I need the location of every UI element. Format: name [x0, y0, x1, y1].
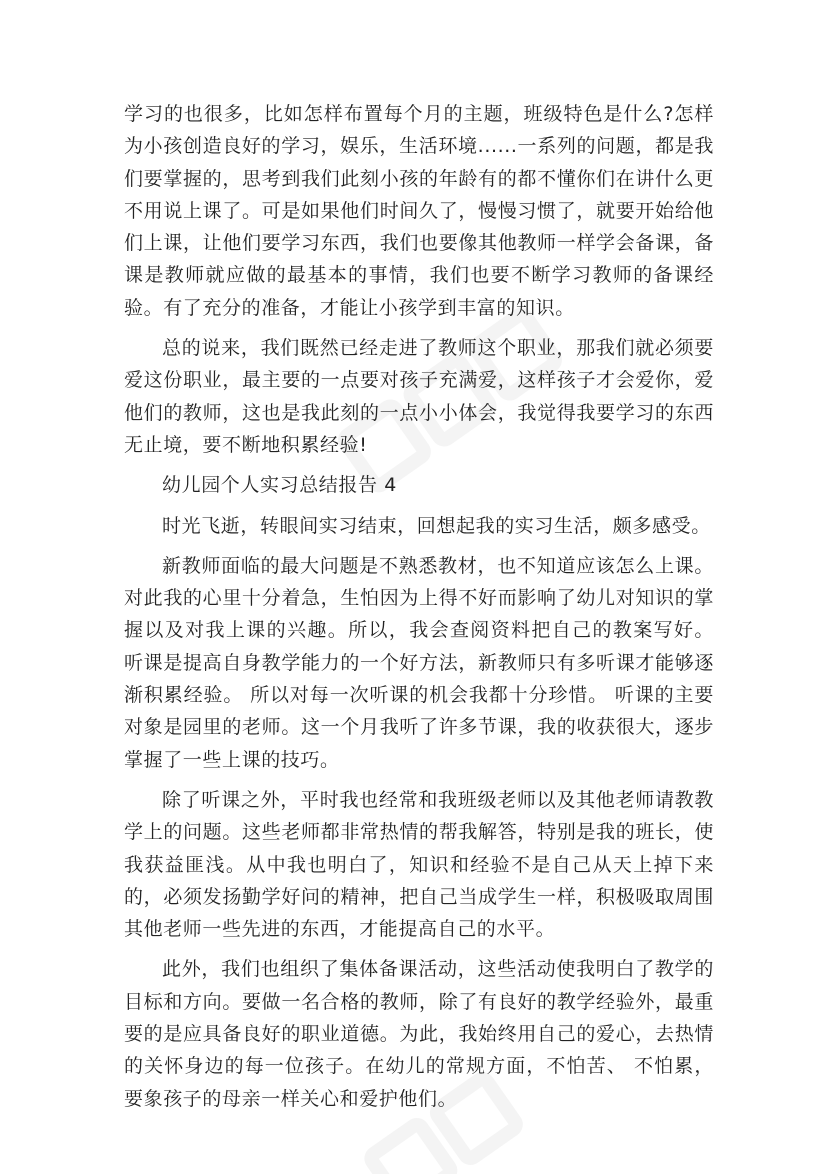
paragraph-5: 除了听课之外，平时我也经常和我班级老师以及其他老师请教教学上的问题。这些老师都非常热情的帮我解答，特别是我的班长，使我获益匪浅。从中我也明白了，知识和经验不是自己从天上掉下来的，必须发扬勤学好问的精神，把自己当成学生一样，积极吸取周围其他老师一些先进的东西，才能提高自己的水平。	[124, 788, 714, 941]
section-heading: 幼儿园个人实习总结报告 4	[162, 474, 397, 497]
paragraph-6: 此外，我们也组织了集体备课活动，这些活动使我明白了教学的目标和方向。要做一名合格的教师，除了有良好的教学经验外，最重要的是应具备良好的职业道德。为此，我始终用自己的爱心，去热情的关怀身边的每一位孩子。在幼儿的常规方面，不怕苦、 不怕累，要象孩子的母亲一样关心和爱护他们。	[124, 958, 714, 1110]
paragraph-3: 时光飞逝，转眼间实习结束，回想起我的实习生活，颇多感受。	[162, 514, 711, 537]
paragraph-1: 学习的也很多，比如怎样布置每个月的主题，班级特色是什么?怎样为小孩创造良好的学习，娱乐，生活环境......一系列的问题，都是我们要掌握的，思考到我们此刻小孩的年龄有的都不懂你们在讲什么更不用说上课了。可是如果他们时间久了，慢慢习惯了，就要开始给他们上课，让他们要学习东西，我们也要像其他教师一样学会备课，备课是教师就应做的最基本的事情，我们也要不断学习教师的备课经验。有了充分的准备，才能让小孩学到丰富的知识。	[124, 103, 714, 319]
document-body	[124, 98, 714, 1115]
paragraph-2: 总的说来，我们既然已经走进了教师这个职业，那我们就必须要爱这份职业，最主要的一点要对孩子充满爱，这样孩子才会爱你，爱他们的教师，这也是我此刻的一点小小体会，我觉得我要学习的东西无止境，要不断地积累经验!	[124, 337, 714, 456]
paragraph-4: 新教师面临的最大问题是不熟悉教材，也不知道应该怎么上课。对此我的心里十分着急，生怕因为上得不好而影响了幼儿对知识的掌握以及对我上课的兴趣。所以，我会查阅资料把自己的教案写好。 听课是提高自身教学能力的一个好方法，新教师只有多听课才能够逐渐积累经验。 所以对每一次听课的机会我都十分珍惜。 听课的主要对象是园里的老师。这一个月我听了许多节课，我的收获很大，逐步掌握了一些上课的技巧。	[124, 554, 714, 771]
